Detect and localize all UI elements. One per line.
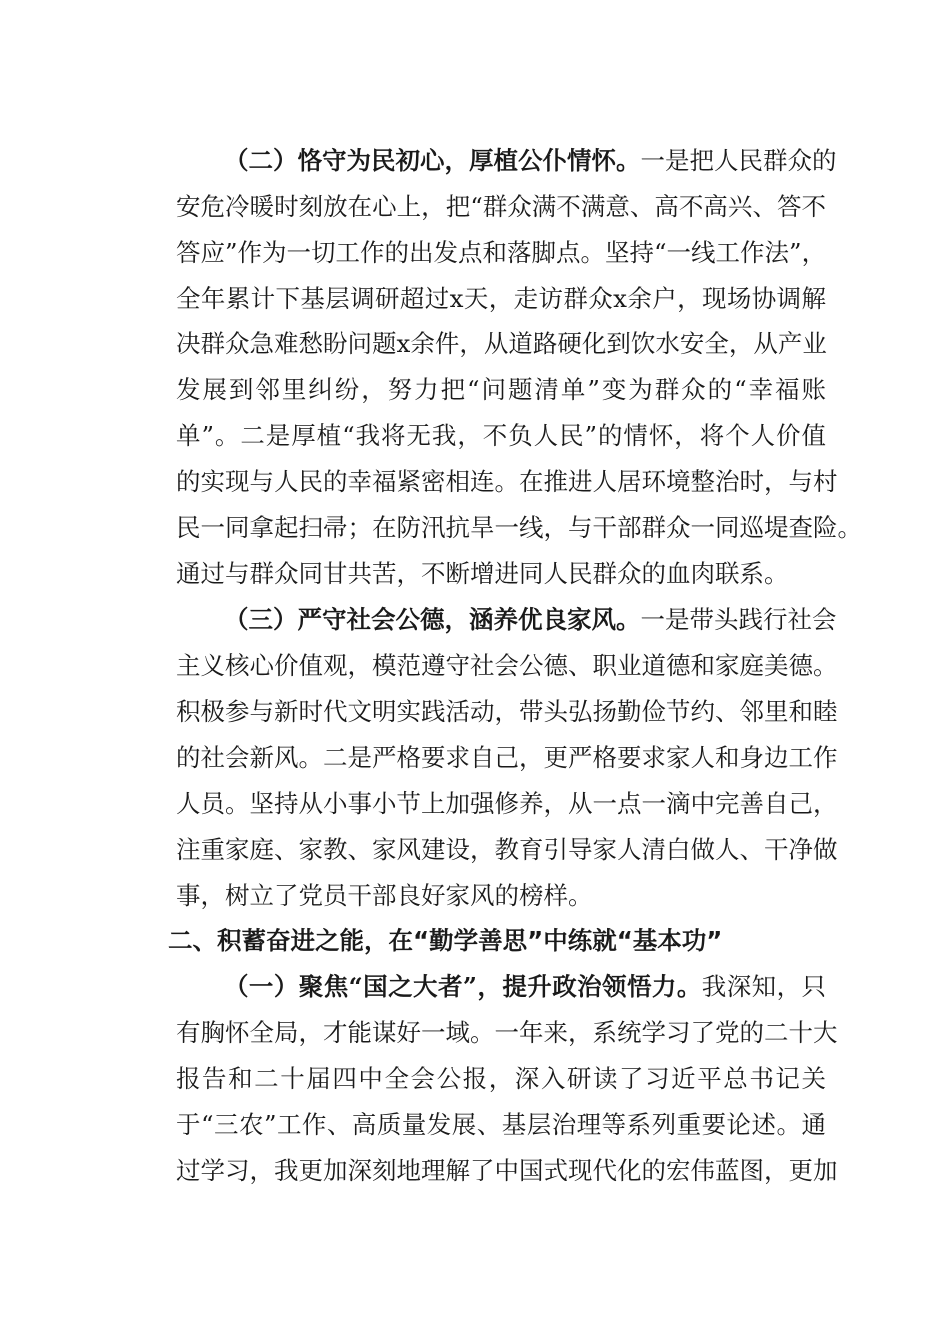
paragraph-lead: （一）聚焦“国之大者”，提升政治领悟力。 bbox=[224, 972, 702, 1001]
paragraph-line: 积极参与新时代文明实践活动，带头弘扬勤俭节约、邻里和睦 bbox=[176, 697, 838, 726]
paragraph-line: 安危冷暖时刻放在心上，把“群众满不满意、高不高兴、答不 bbox=[176, 192, 826, 221]
paragraph-lead: （三）严守社会公德，涵养优良家风。 bbox=[224, 605, 641, 634]
paragraph-line bbox=[224, 603, 837, 637]
paragraph-line: 有胸怀全局，才能谋好一域。一年来，系统学习了党的二十大 bbox=[176, 1018, 838, 1047]
paragraph-text: 一是带头践行社会 bbox=[640, 605, 837, 634]
paragraph-text: 我深知，只 bbox=[701, 972, 826, 1001]
paragraph-line: 发展到邻里纠纷，努力把“问题清单”变为群众的“幸福账 bbox=[176, 375, 826, 404]
paragraph-line: 人员。坚持从小事小节上加强修养，从一点一滴中完善自己， bbox=[176, 789, 838, 818]
paragraph-line: 通过与群众同甘共苦，不断增进同人民群众的血肉联系。 bbox=[176, 559, 789, 588]
paragraph-line: 的社会新风。二是严格要求自己，更严格要求家人和身边工作 bbox=[176, 743, 838, 772]
paragraph-line: 单”。二是厚植“我将无我，不负人民”的情怀，将个人价值 bbox=[176, 421, 826, 450]
paragraph-line: 全年累计下基层调研超过x天，走访群众x余户，现场协调解 bbox=[176, 284, 826, 313]
paragraph-line: 于“三农”工作、高质量发展、基层治理等系列重要论述。通 bbox=[176, 1110, 826, 1139]
paragraph-line: 过学习，我更加深刻地理解了中国式现代化的宏伟蓝图，更加 bbox=[176, 1156, 838, 1185]
paragraph-line bbox=[224, 970, 826, 1004]
paragraph-line: 答应”作为一切工作的出发点和落脚点。坚持“一线工作法”， bbox=[176, 238, 827, 267]
paragraph-line: 报告和二十届四中全会公报，深入研读了习近平总书记关 bbox=[176, 1064, 826, 1093]
paragraph-line: 注重家庭、家教、家风建设，教育引导家人清白做人、干净做 bbox=[176, 835, 838, 864]
paragraph-line: 决群众急难愁盼问题x余件，从道路硬化到饮水安全，从产业 bbox=[176, 329, 827, 358]
section-heading: 二、积蓄奋进之能，在“勤学善思”中练就“基本功” bbox=[168, 926, 723, 955]
paragraph-line: 民一同拿起扫帚；在防汛抗旱一线，与干部群众一同巡堤查险。 bbox=[176, 513, 862, 542]
paragraph-lead: （二）恪守为民初心，厚植公仆情怀。 bbox=[224, 146, 641, 175]
paragraph-line: 的实现与人民的幸福紧密相连。在推进人居环境整治时，与村 bbox=[176, 467, 838, 496]
paragraph-text: 一是把人民群众的 bbox=[640, 146, 837, 175]
paragraph-line: 主义核心价值观，模范遵守社会公德、职业道德和家庭美德。 bbox=[176, 651, 838, 680]
paragraph-line bbox=[224, 144, 837, 178]
paragraph-line: 事，树立了党员干部良好家风的榜样。 bbox=[176, 881, 593, 910]
